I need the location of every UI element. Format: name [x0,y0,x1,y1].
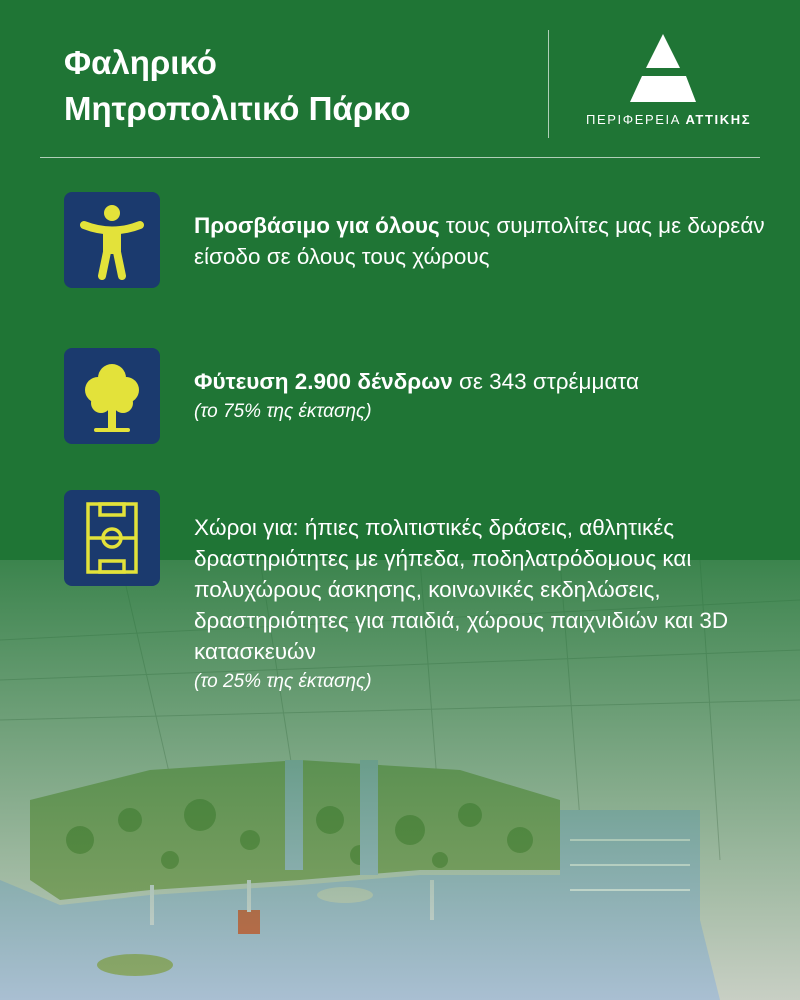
logo-text-regular: ΠΕΡΙΦΕΡΕΙΑ [586,112,681,127]
feature-spaces-text [194,512,794,696]
logo-text-bold: ΑΤΤΙΚΗΣ [685,112,752,127]
soccer-field-icon-box [64,490,160,586]
title-line-2: Μητροπολιτικό Πάρκο [64,90,411,127]
logo-text [586,112,751,127]
title-line-1: Φαληρικό [64,44,217,81]
feature-planting-bold: Φύτευση 2.900 δένδρων [194,369,453,394]
tree-icon [64,348,160,444]
feature-accessibility-text [194,210,794,272]
soccer-field-icon [64,490,160,586]
feature-planting-note: (το 75% της έκτασης) [194,401,372,422]
tree-icon-box [64,348,160,444]
accessibility-person-icon [64,192,160,288]
feature-spaces-body: Χώροι για: ήπιες πολιτιστικές δράσεις, αθλητικές δραστηριότητες με γήπεδα, ποδηλατρόδομους και πολυχώρους άσκησης, κοινωνικές εκδηλώσεις, δραστηριότητες για παιδιά, χώρους παιχνιδιών και 3D κατασκευών [194,515,729,664]
horizontal-divider [40,157,760,158]
accessibility-icon-box [64,192,160,288]
feature-spaces-note: (το 25% της έκτασης) [194,671,372,692]
feature-planting-text [194,366,794,426]
page-title [64,40,411,132]
region-attica-logo [578,32,778,132]
feature-accessibility-bold: Προσβάσιμο για όλους [194,213,440,238]
feature-accessibility-rest: τους συμπολίτες μας με δωρεάν είσοδο σε όλους τους χώρους [194,213,765,269]
vertical-divider [548,30,549,138]
feature-planting-rest: σε 343 στρέμματα [452,369,640,394]
triangle-logo-icon [628,32,698,102]
